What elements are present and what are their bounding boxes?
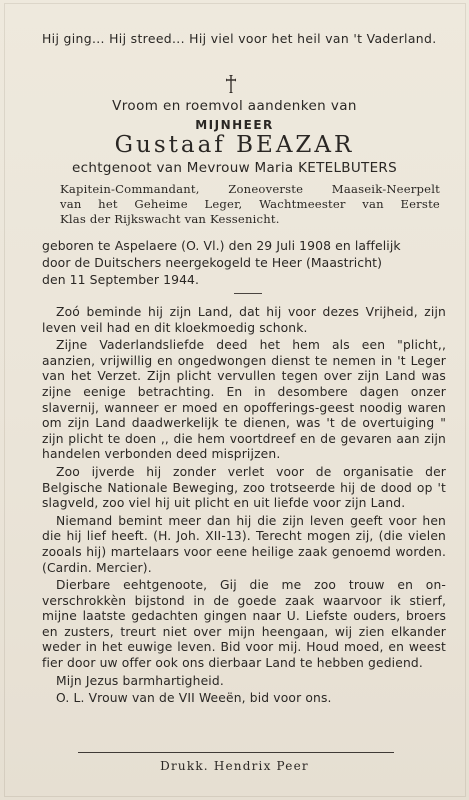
paragraph-organisation: Zoo ijverde hij zonder verlet voor de organisatie der Belgische Nationale Beweging, zoo trotseerde hij de dood op 't slagveld, zoo viel hij uit plicht en uit liefde voor zijn Land. [42,464,446,511]
prayer-line-2: O. L. Vrouw van de VII Weeën, bid voor ons. [56,691,332,706]
deceased-name: Gustaaf BEAZAR [114,132,355,158]
separator-line [234,293,262,294]
prayer-line-1: Mijn Jezus barmhartigheid. [56,673,224,688]
rank-line-1: Kapitein-Commandant, Zoneoverste Maaseik-Neerpelt [60,182,440,196]
printer-credit: Drukk. Hendrix Peer [160,759,309,773]
cross-icon [224,74,238,94]
card-body [42,305,446,707]
rank-line-2: van het Geheime Leger, Wachtmeester van Eerste [60,197,440,211]
memory-line: Vroom en roemvol aandenken van [112,98,357,114]
paragraph-love-of-country: Zoó beminde hij zijn Land, dat hij voor dezes Vrijheid, zijn leven veil had en dit kloekmoedig schonk. [42,305,446,335]
paragraph-farewell: Dierbare eehtgenoote, Gij die me zoo trouw en on-verschrokkèn bijstond in de goede zaak waarvoor ik stierf, mijne laatste gedachten gingen naar U. Liefste ouders, broers en zusters, treurt niet over mijn heengaan, wij zien elkander weder in het euwige leven. Bid voor mij. Houd moed, en weest fier door uw offer ook ons dierbaar Land te hebben gediend. [42,578,446,671]
bottom-rule [78,752,394,753]
birth-death-line-2: door de Duitschers neergekogeld te Heer (Maastricht) [42,255,383,270]
birth-death-line-1: geboren te Aspelaere (O. Vl.) den 29 Juli 1908 en laffelijk [42,238,401,253]
birth-death-line-3: den 11 September 1944. [42,272,200,287]
paragraph-duty: Zijne Vaderlandsliefde deed het hem als een "plicht,, aanzien, vrijwillig en ongedwongen dienst te nemen in 't Leger van het Verzet. Zijn plicht vervullen tegen over zijn Land was zijne eenige betrachting. En in desombere dagen onzer slavernij, wanneer er moed en opofferings-geest noodig waren om zijn Land daadwerkelijk te dienen, was 't de overtuiging " zijn plicht te doen ,, die hem voortdreef en de gevaren aan zijn handelen verbonden deed misprijzen. [42,338,446,462]
spouse-line: echtgenoot van Mevrouw Maria KETELBUTERS [72,160,397,176]
rank-line-3: Klas der Rijkswacht van Kessenicht. [60,212,280,226]
paragraph-scripture: Niemand bemint meer dan hij die zijn leven geeft voor hen die hij lief heeft. (H. Joh. XII-13). Terecht mogen zij, (die vielen zooals hij) martelaars voor eene heilige zaak genoemd worden. (Cardin. Mercier). [42,513,446,575]
title-line: MIJNHEER [195,118,274,132]
top-quote: Hij ging... Hij streed... Hij viel voor het heil van 't Vaderland. [42,31,437,46]
